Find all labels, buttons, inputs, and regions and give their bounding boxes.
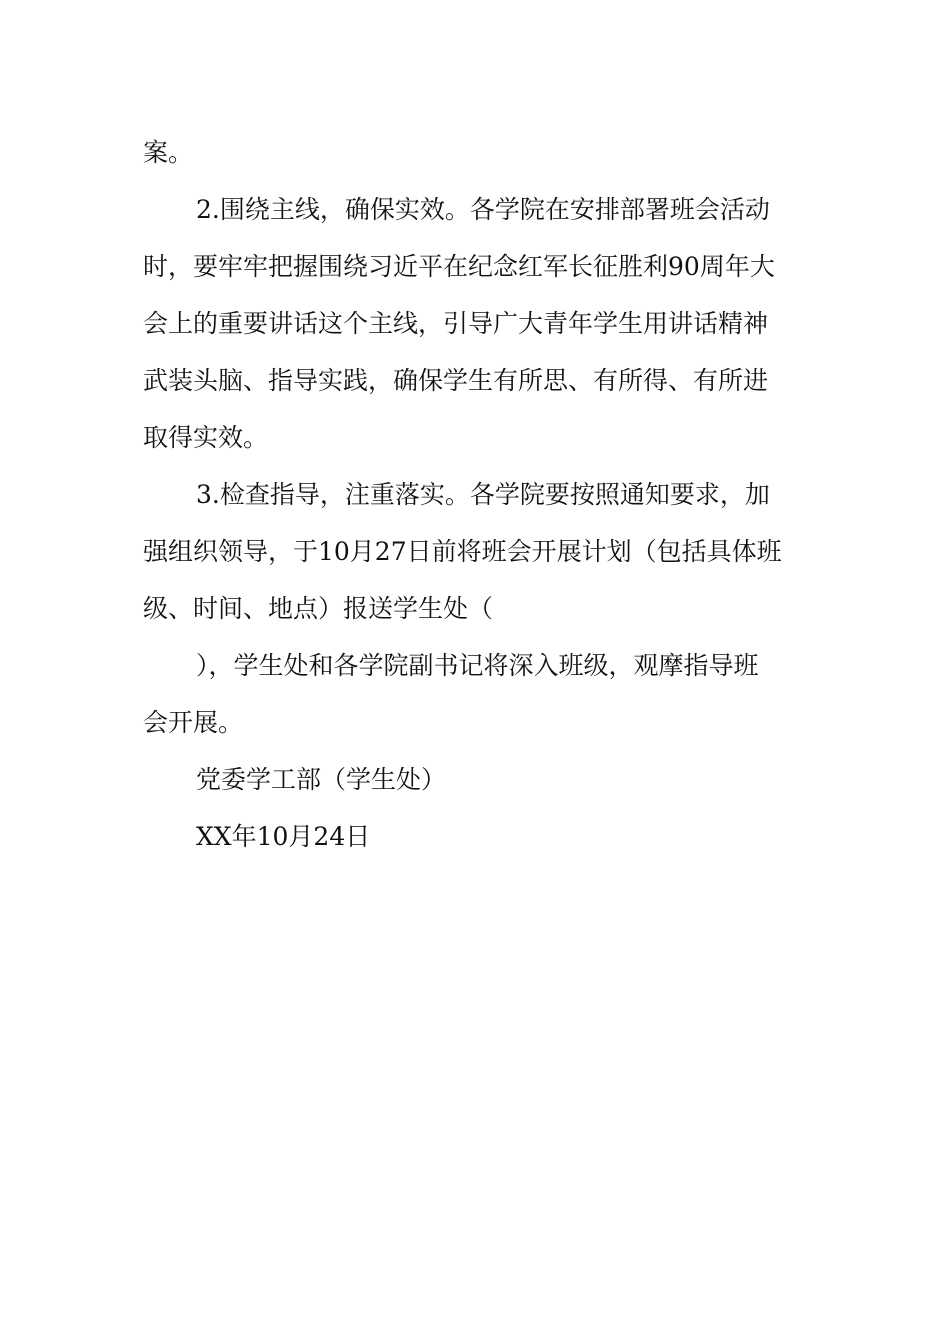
text-line-8: 强组织领导，于10月27日前将班会开展计划（包括具体班 — [143, 537, 782, 566]
signature-date: XX年10月24日 — [196, 822, 371, 851]
text-line-6: 取得实效。 — [143, 423, 269, 452]
text-line-4: 会上的重要讲话这个主线，引导广大青年学生用讲话精神 — [143, 309, 769, 338]
text-line-11: 会开展。 — [143, 708, 244, 737]
text-line-10: ），学生处和各学院副书记将深入班级，观摩指导班 — [196, 651, 759, 680]
signature-department: 党委学工部（学生处） — [196, 765, 447, 794]
text-line-1: 案。 — [143, 138, 194, 167]
text-line-5: 武装头脑、指导实践，确保学生有所思、有所得、有所进 — [143, 366, 769, 395]
text-line-2: 2.围绕主线，确保实效。各学院在安排部署班会活动 — [196, 195, 770, 224]
text-line-3: 时，要牢牢把握围绕习近平在纪念红军长征胜利90周年大 — [143, 252, 775, 281]
text-line-7: 3.检查指导，注重落实。各学院要按照通知要求，加 — [196, 480, 770, 509]
text-line-9: 级、时间、地点）报送学生处（ — [143, 594, 494, 623]
